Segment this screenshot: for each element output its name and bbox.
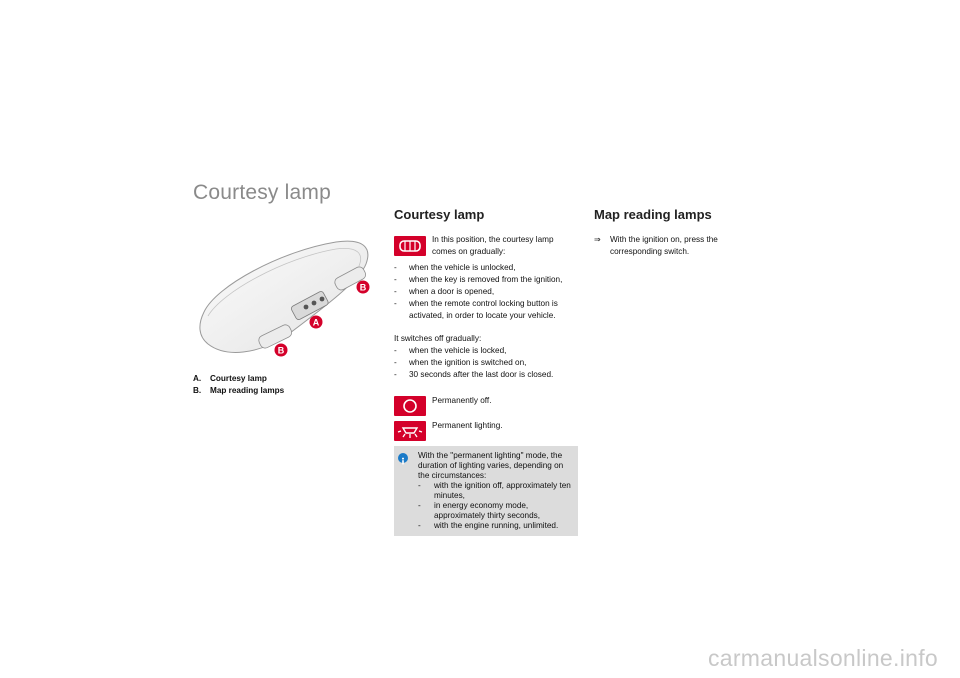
marker-a-label: A <box>312 317 320 328</box>
page-title: Courtesy lamp <box>193 181 331 204</box>
list-item: - with the engine running, unlimited. <box>418 521 559 530</box>
caption-row-b <box>193 385 284 397</box>
courtesy-heading: Courtesy lamp <box>394 207 485 222</box>
off-intro-text: It switches off gradually: <box>394 334 482 343</box>
list-item: - when a door is opened, <box>394 287 495 296</box>
list-item: - when the key is removed from the ignition, <box>394 275 563 284</box>
marker-b-right-label: B <box>359 282 367 293</box>
caption-label-b: Map reading lamps <box>210 386 285 395</box>
info-text <box>418 451 574 531</box>
info-icon <box>398 453 408 463</box>
caption-key-a: A. <box>193 374 202 383</box>
permanent-lighting-icon <box>394 421 426 441</box>
arrow-bullet-icon: ⇒ <box>594 235 601 244</box>
list-item: - 30 seconds after the last door is closed. <box>394 370 554 379</box>
list-item: - in energy economy mode, approximately thirty seconds, <box>418 501 541 520</box>
list-item: - with the ignition off, approximately ten minutes, <box>418 481 571 500</box>
permanent-lighting-text: Permanent lighting. <box>432 421 503 430</box>
gradual-mode-text: In this position, the courtesy lamp comes on gradually: <box>432 235 554 256</box>
list-item: - when the vehicle is unlocked, <box>394 263 516 272</box>
list-item: ⇒ With the ignition on, press the corresponding switch. <box>594 235 718 256</box>
on-conditions-list <box>394 262 578 322</box>
watermark: carmanualsonline.info <box>707 645 938 671</box>
caption-label-a: Courtesy lamp <box>210 374 267 383</box>
list-item: - when the remote control locking button is activated, in order to locate your vehicle. <box>394 299 558 320</box>
map-reading-instruction <box>594 234 744 258</box>
caption-row-a <box>193 373 284 385</box>
list-item: - when the ignition is switched on, <box>394 358 527 367</box>
off-conditions-list <box>394 345 578 381</box>
marker-b-left-label: B <box>277 345 285 356</box>
list-item: - when the vehicle is locked, <box>394 346 507 355</box>
map-reading-heading: Map reading lamps <box>594 207 712 222</box>
info-intro: With the "permanent lighting" mode, the duration of lighting varies, depending on the circumstances: <box>418 451 564 480</box>
gradual-mode-icon <box>394 236 426 256</box>
roof-lamp-illustration <box>196 236 376 362</box>
caption-key-b: B. <box>193 386 202 395</box>
illustration-caption <box>193 373 284 397</box>
permanently-off-text: Permanently off. <box>432 396 492 405</box>
off-mode-icon <box>394 396 426 416</box>
